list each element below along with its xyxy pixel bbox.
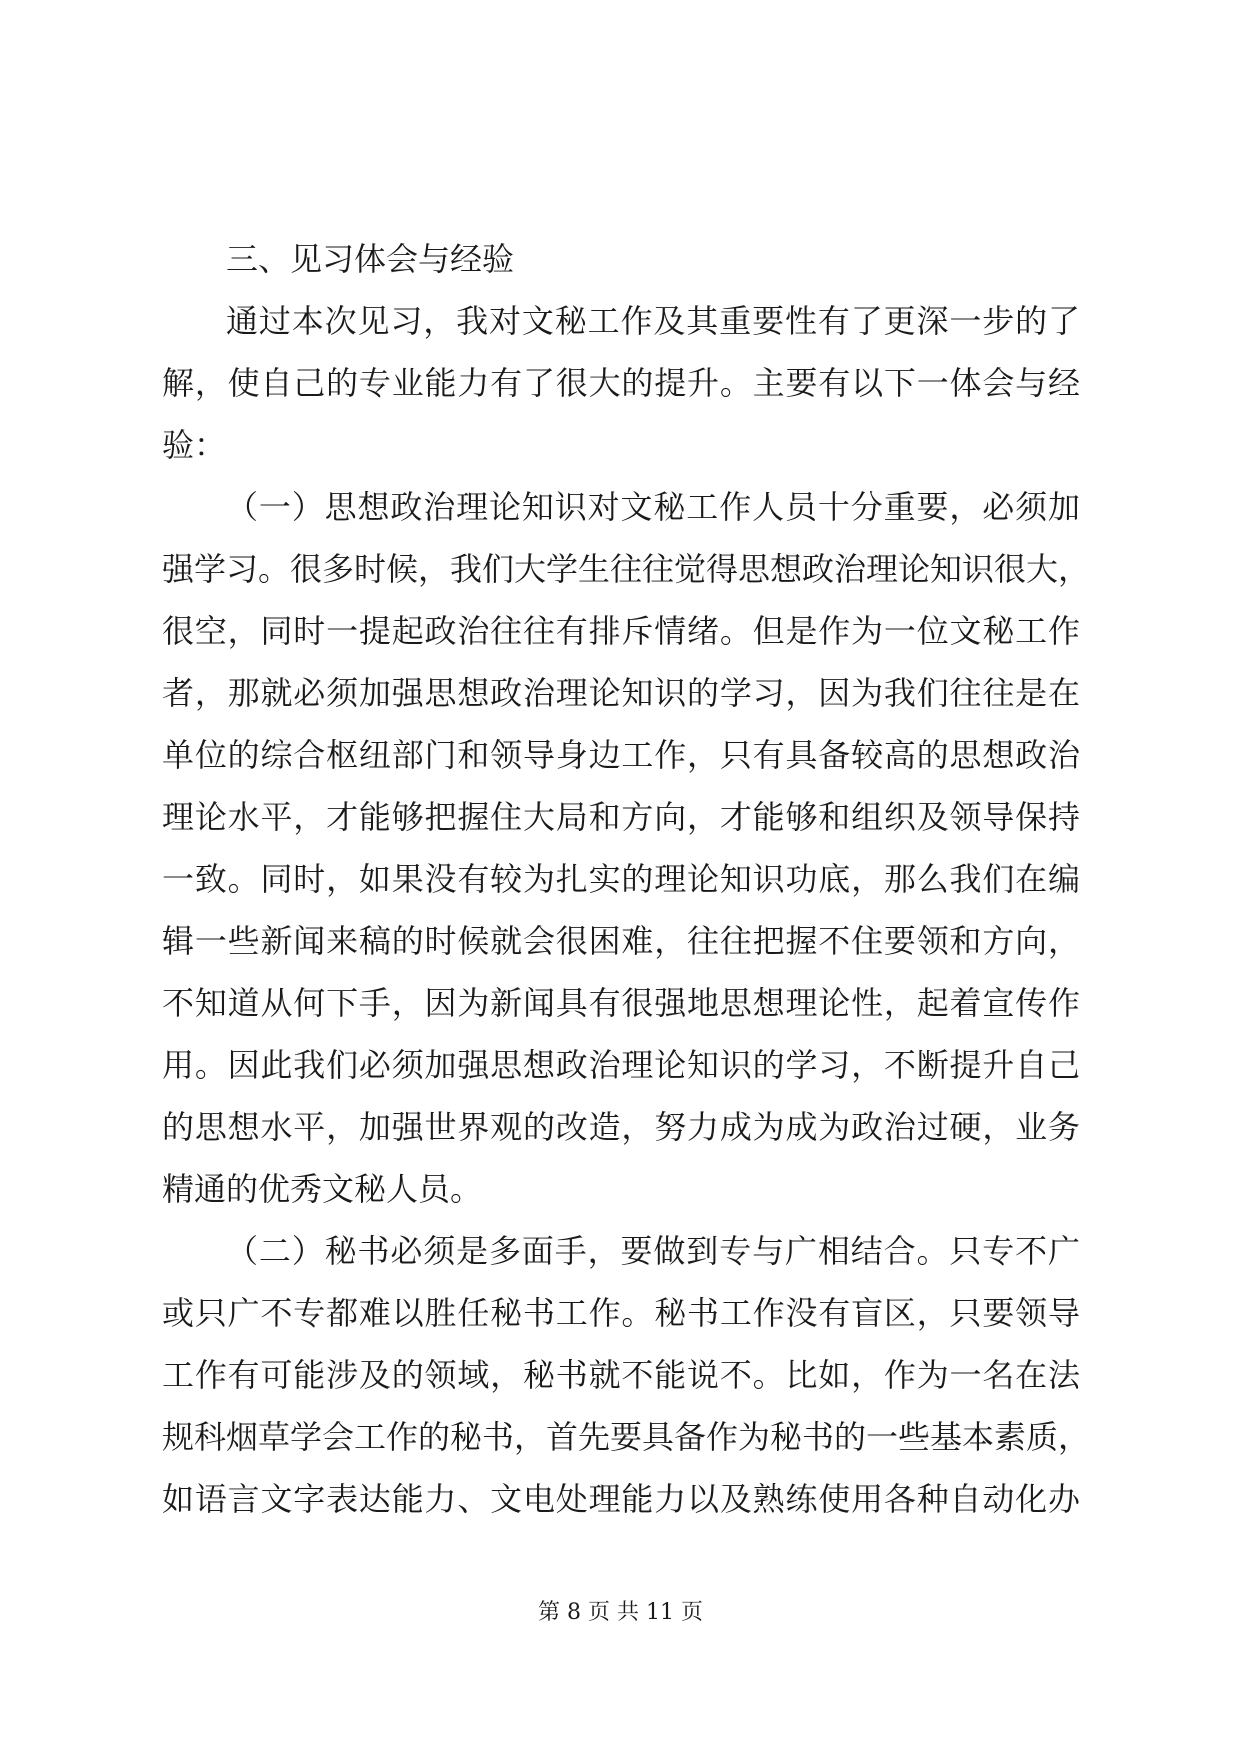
paragraph-line: 的思想水平，加强世界观的改造，努力成为成为政治过硬，业务 <box>162 1108 1080 1146</box>
paragraph-line: 一致。同时，如果没有较为扎实的理论知识功底，那么我们在编 <box>162 860 1080 898</box>
document-body <box>162 228 1091 1530</box>
paragraph-line: 强学习。很多时候，我们大学生往往觉得思想政治理论知识很大， <box>162 550 1091 588</box>
paragraph-line: （一）思想政治理论知识对文秘工作人员十分重要，必须加 <box>226 488 1080 526</box>
paragraph-line: 通过本次见习，我对文秘工作及其重要性有了更深一步的了 <box>226 302 1080 340</box>
paragraph-line: 或只广不专都难以胜任秘书工作。秘书工作没有盲区，只要领导 <box>162 1294 1080 1332</box>
paragraph-line: 者，那就必须加强思想政治理论知识的学习，因为我们往往是在 <box>162 674 1080 712</box>
section-heading: 三、见习体会与经验 <box>226 240 515 278</box>
paragraph-line: 用。因此我们必须加强思想政治理论知识的学习，不断提升自己 <box>162 1046 1080 1084</box>
paragraph-line: 单位的综合枢纽部门和领导身边工作，只有具备较高的思想政治 <box>162 736 1080 774</box>
paragraph-line: 规科烟草学会工作的秘书，首先要具备作为秘书的一些基本素质， <box>162 1418 1091 1456</box>
paragraph-line: 很空，同时一提起政治往往有排斥情绪。但是作为一位文秘工作 <box>162 612 1080 650</box>
paragraph-line: 理论水平，才能够把握住大局和方向，才能够和组织及领导保持 <box>162 798 1080 836</box>
paragraph-line: 辑一些新闻来稿的时候就会很困难，往往把握不住要领和方向， <box>162 922 1080 960</box>
paragraph-line: （二）秘书必须是多面手，要做到专与广相结合。只专不广 <box>226 1232 1080 1270</box>
paragraph-line: 验： <box>162 426 227 464</box>
paragraph-line: 精通的优秀文秘人员。 <box>162 1170 483 1208</box>
page-footer <box>0 1598 1241 1628</box>
page-number-label: 第 8 页 共 11 页 <box>538 1600 703 1625</box>
paragraph-line: 解，使自己的专业能力有了很大的提升。主要有以下一体会与经 <box>162 364 1080 402</box>
paragraph-line: 不知道从何下手，因为新闻具有很强地思想理论性，起着宣传作 <box>162 984 1080 1022</box>
paragraph-line: 工作有可能涉及的领域，秘书就不能说不。比如，作为一名在法 <box>162 1356 1080 1394</box>
paragraph-line: 如语言文字表达能力、文电处理能力以及熟练使用各种自动化办 <box>162 1480 1080 1518</box>
